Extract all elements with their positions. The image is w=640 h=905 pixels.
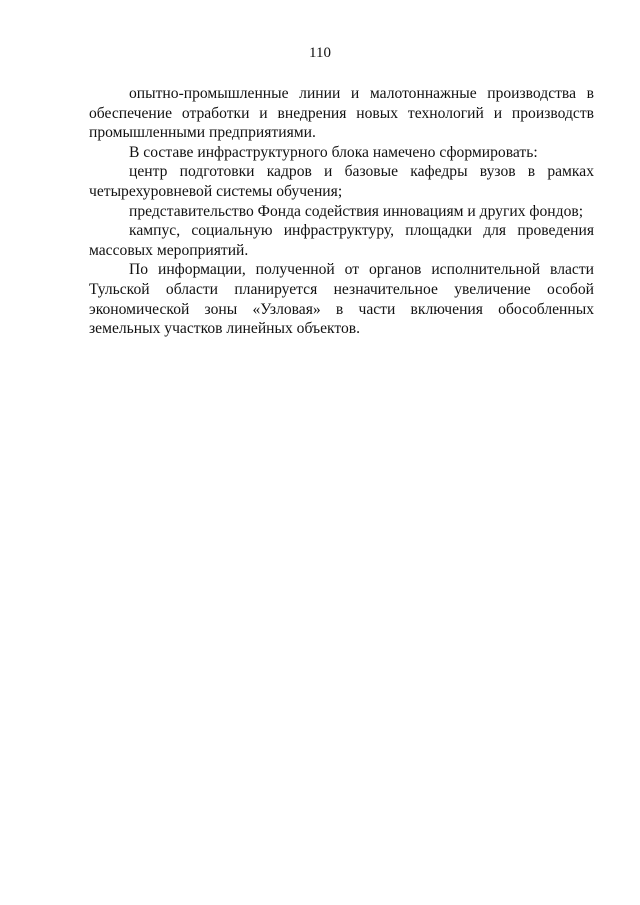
paragraph-uzlovaya-zone: По информации, полученной от органов исполнительной власти Тульской области планируется незначительное увеличение особой экономической зоны «Узловая» в части включения обособленных земельных участков линейных объектов. bbox=[89, 261, 594, 338]
paragraph-training-center: центр подготовки кадров и базовые кафедры вузов в рамках четырехуровневой системы обучения; bbox=[89, 163, 594, 200]
document-body bbox=[89, 84, 594, 339]
paragraph-fund-representation: представительство Фонда содействия инновациям и других фондов; bbox=[129, 202, 584, 220]
paragraph-infrastructure-block-intro: В составе инфраструктурного блока намечено сформировать: bbox=[129, 143, 538, 161]
paragraph-pilot-production-lines: опытно-промышленные линии и малотоннажные производства в обеспечение отработки и внедрения новых технологий и производств промышленными предприятиями. bbox=[89, 85, 594, 142]
page-number: 110 bbox=[309, 45, 331, 61]
paragraph-campus: кампус, социальную инфраструктуру, площадки для проведения массовых мероприятий. bbox=[89, 222, 594, 259]
